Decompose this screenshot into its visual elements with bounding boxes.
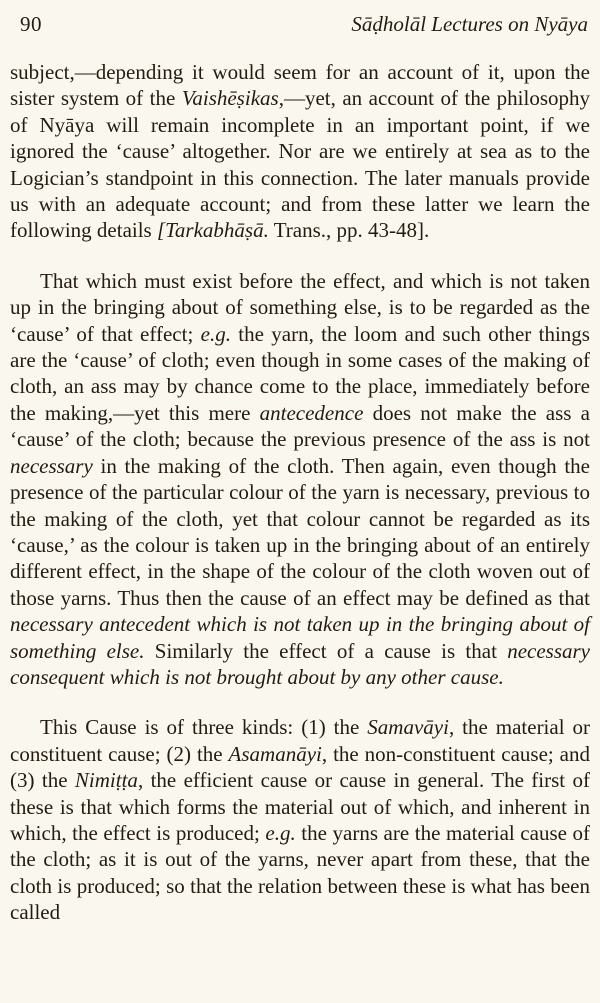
- page-body: [0, 59, 600, 926]
- running-title: Sāḍholāl Lectures on Nyāya: [351, 12, 588, 36]
- running-header: [0, 0, 600, 37]
- paragraph-1: subject,—depending it would seem for an account of it, upon the sister system of the Vaishēṣikas,—yet, an account of the philosophy of Nyāya will remain incomplete in an important point, if we ignored the ‘cause’ altogether. Nor are we entirely at sea as to the Logician’s standpoint in this connection. The later manuals provide us with an adequate account; and from these latter we learn the following details [Tarkabhāṣā. Trans., pp. 43-48].: [10, 60, 591, 243]
- paragraph-3: This Cause is of three kinds: (1) the Samavāyi, the material or constituent cause; (2) the Asamanāyi, the non-constituent cause; and (3) the Nimiṭṭa, the efficient cause or cause in general. The first of these is that which forms the material out of which, and inherent in which, the effect is produced; e.g. the yarns are the material cause of the cloth; as it is out of the yarns, never apart from these, that the cloth is produced; so that the relation between these is what has been called: [10, 715, 591, 925]
- paragraph-2: That which must exist before the effect, and which is not taken up in the bringing about of something else, is to be regarded as the ‘cause’ of that effect; e.g. the yarn, the loom and such other things are the ‘cause’ of cloth; even though in some cases of the making of cloth, an ass may by chance come to the place, immediately before the making,—yet this mere antecedence does not make the ass a ‘cause’ of the cloth; because the previous presence of the ass is not necessary in the making of the cloth. Then again, even though the presence of the particular colour of the yarn is necessary, previous to the making of the cloth, yet that colour cannot be regarded as its ‘cause,’ as the colour is taken up in the bringing about of an entirely different effect, in the shape of the colour of the cloth woven out of those yarns. Thus then the cause of an effect may be defined as that necessary antecedent which is not taken up in the bringing about of something else. Similarly the effect of a cause is that necessary consequent which is not brought about by any other cause.: [10, 268, 591, 689]
- page-number: 90: [20, 12, 42, 36]
